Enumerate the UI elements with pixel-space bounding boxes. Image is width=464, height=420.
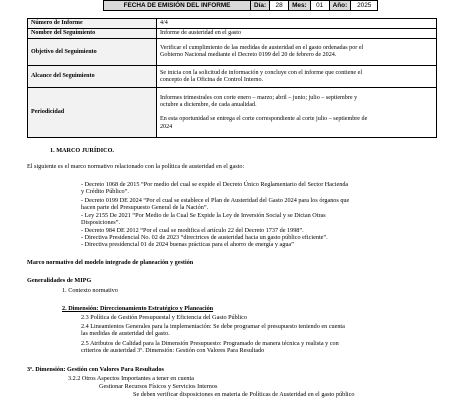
decree-list-item: - Decreto 0199 DE 2024 “Por el cual se establece el Plan de Austeridad del Gasto 2024 para los órganos que (81, 197, 350, 204)
info-label: Número de Informe (28, 19, 157, 29)
mipg-item: 3.2.2 Otros Aspectos Importantes a tener en cuenta (68, 375, 194, 382)
info-value: Verificar el cumplimiento de las medidas de austeridad en el gasto ordenadas por el Gobierno Nacional mediante el Decreto 0199 del 20 de febrero de 2024. (157, 39, 437, 66)
info-row (28, 88, 437, 138)
day-value: 28 (270, 1, 289, 11)
info-label: Objetivo del Seguimiento (28, 39, 157, 66)
report-date-header (0, 0, 464, 10)
month-value: 01 (310, 1, 329, 11)
section-title-legal-framework: 1. MARCO JURÍDICO. (50, 147, 114, 154)
mipg-section-title: Marco normativo del modelo integrado de planeación y gestión (27, 259, 194, 266)
mipg-dimension-title: 2. Dimensión: Direccionamiento Estratégico y Planeación (62, 305, 214, 312)
mipg-item: Se deben verificar disposiciones en materia de Políticas de Austeridad en el gasto público (133, 391, 355, 398)
info-value: Informe de austeridad en el gasto (157, 29, 437, 39)
report-date-title: FECHA DE EMISIÓN DEL INFORME (104, 1, 251, 11)
decree-list-item: - Decreto 984 DE 2012 “Por el cual se modifica el artículo 22 del Decreto 1737 de 1998”. (81, 227, 304, 234)
mipg-item: 2.4 Lineamientos Generales para la implementación: Se debe programar el presupuesto teniendo en cuenta (81, 323, 345, 330)
info-row (28, 29, 437, 39)
decree-list-item: hacen parte del Presupuesto General de la Nación”. (81, 204, 209, 211)
info-label: Periodicidad (28, 88, 157, 138)
mipg-generalities-title: Generalidades de MIPG (27, 277, 92, 284)
mipg-item: Gestionar Recursos Físicos y Servicios Internos (99, 383, 218, 390)
decree-list-item: - Directiva presidencial 01 de 2024 buenas prácticas para el ahorro de energía y agua” (81, 241, 294, 248)
mipg-item: 2.5 Atributos de Calidad para la Dimensión Presupuesto: Programado de manera técnica y realista y con (81, 340, 339, 347)
info-value: 4/4 (157, 19, 437, 29)
report-info-table (27, 18, 437, 138)
mipg-dimension3-title: 3º. Dimensión: Gestión con Valores Para Resultados (27, 366, 164, 373)
mipg-item: 2.3 Política de Gestión Presupuestal y Eficiencia del Gasto Público (81, 314, 247, 321)
info-value: Informes trimestrales con corte enero – marzo; abril – junio; julio – septiembre y octubre a diciembre, de cada anualidad. En esta oportunidad se entrega el corte correspondiente al corte julio – septiembre de 2024 (157, 88, 437, 138)
decree-list-item: - Decreto 1068 de 2015 “Por medio del cual se expide el Decreto Único Reglamentario del Sector Hacienda (81, 181, 349, 188)
info-label: Nombre del Seguimiento (28, 29, 157, 39)
mipg-item: las medidas de austeridad del gasto. (81, 330, 170, 337)
year-label: Año: (329, 1, 351, 11)
day-label: Día: (251, 1, 270, 11)
decree-list-item: Disposiciones”. (81, 219, 121, 226)
info-row (28, 19, 437, 29)
intro-paragraph: El siguiente es el marco normativo relacionado con la política de austeridad en el gasto: (27, 163, 245, 170)
month-label: Mes: (289, 1, 311, 11)
decree-list-item: - Ley 2155 De 2021 “Por Medio de la Cual Se Expide la Ley de Inversión Social y se Dictan Otras (81, 212, 326, 219)
info-row (28, 66, 437, 88)
year-value: 2025 (351, 1, 378, 11)
mipg-item: criterios de austeridad 3º. Dimensión: Gestión con Valores Para Resultado (81, 347, 265, 354)
mipg-item: 1. Contexto normativo (62, 287, 118, 294)
decree-list-item: - Directiva Presidencial No. 02 de 2023 “directrices de austeridad hacia un gasto público eficiente”. (81, 234, 328, 241)
info-label: Alcance del Seguimiento (28, 66, 157, 88)
info-value: Se inicia con la solicitud de información y concluye con el informe que contiene el concepto de la Oficina de Control Interno. (157, 66, 437, 88)
info-row (28, 39, 437, 66)
decree-list-item: y Crédito Público”. (81, 188, 129, 195)
